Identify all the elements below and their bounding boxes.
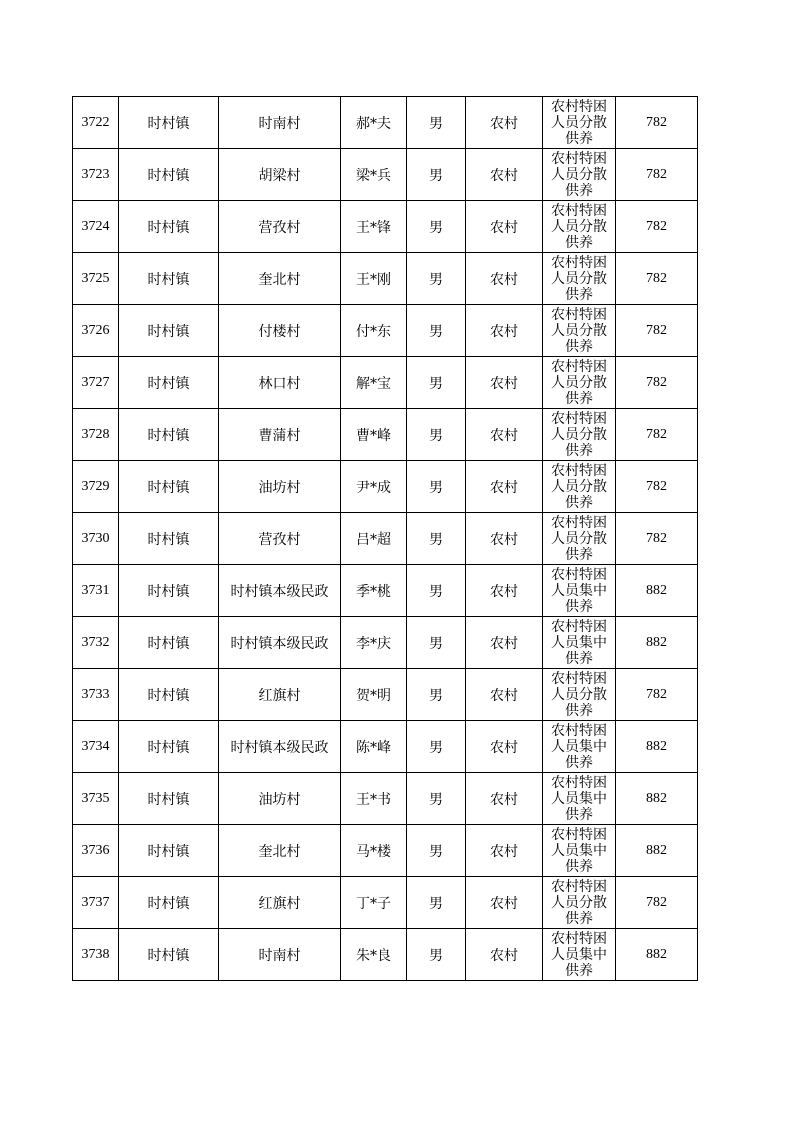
amount-cell: 882 — [616, 773, 698, 825]
person-name-cell: 丁*子 — [341, 877, 407, 929]
gender-cell: 男 — [407, 773, 466, 825]
area-type-cell: 农村 — [466, 825, 543, 877]
town-cell: 时村镇 — [119, 201, 219, 253]
support-type-text: 农村特困人员分散供养 — [551, 358, 607, 407]
serial-number-cell: 3730 — [73, 513, 119, 565]
support-type-text: 农村特困人员分散供养 — [551, 514, 607, 563]
person-name-cell: 李*庆 — [341, 617, 407, 669]
amount-cell: 782 — [616, 877, 698, 929]
table-row — [73, 305, 698, 357]
person-name-cell: 尹*成 — [341, 461, 407, 513]
amount-cell: 782 — [616, 305, 698, 357]
support-type-cell — [543, 97, 616, 149]
gender-cell: 男 — [407, 565, 466, 617]
amount-cell: 782 — [616, 201, 698, 253]
person-name-cell: 陈*峰 — [341, 721, 407, 773]
amount-cell: 882 — [616, 929, 698, 981]
gender-cell: 男 — [407, 669, 466, 721]
support-type-cell — [543, 201, 616, 253]
person-name-cell: 曹*峰 — [341, 409, 407, 461]
table-row — [73, 149, 698, 201]
gender-cell: 男 — [407, 721, 466, 773]
gender-cell: 男 — [407, 149, 466, 201]
person-name-cell: 马*楼 — [341, 825, 407, 877]
area-type-cell: 农村 — [466, 305, 543, 357]
serial-number-cell: 3737 — [73, 877, 119, 929]
serial-number-cell: 3725 — [73, 253, 119, 305]
village-cell: 曹蒲村 — [219, 409, 341, 461]
village-cell: 奎北村 — [219, 825, 341, 877]
gender-cell: 男 — [407, 305, 466, 357]
gender-cell: 男 — [407, 97, 466, 149]
person-name-cell: 朱*良 — [341, 929, 407, 981]
support-type-text: 农村特困人员分散供养 — [551, 202, 607, 251]
serial-number-cell: 3736 — [73, 825, 119, 877]
serial-number-cell: 3729 — [73, 461, 119, 513]
amount-cell: 782 — [616, 409, 698, 461]
town-cell: 时村镇 — [119, 357, 219, 409]
area-type-cell: 农村 — [466, 877, 543, 929]
person-name-cell: 王*锋 — [341, 201, 407, 253]
amount-cell: 782 — [616, 513, 698, 565]
support-type-text: 农村特困人员分散供养 — [551, 410, 607, 459]
village-cell: 油坊村 — [219, 773, 341, 825]
serial-number-cell: 3735 — [73, 773, 119, 825]
person-name-cell: 郝*夫 — [341, 97, 407, 149]
person-name-cell: 梁*兵 — [341, 149, 407, 201]
person-name-cell: 吕*超 — [341, 513, 407, 565]
support-type-cell — [543, 929, 616, 981]
serial-number-cell: 3734 — [73, 721, 119, 773]
area-type-cell: 农村 — [466, 773, 543, 825]
support-type-cell — [543, 721, 616, 773]
area-type-cell: 农村 — [466, 513, 543, 565]
town-cell: 时村镇 — [119, 565, 219, 617]
table-row — [73, 773, 698, 825]
support-type-cell — [543, 617, 616, 669]
table-row — [73, 357, 698, 409]
gender-cell: 男 — [407, 357, 466, 409]
area-type-cell: 农村 — [466, 253, 543, 305]
table-row — [73, 97, 698, 149]
town-cell: 时村镇 — [119, 669, 219, 721]
serial-number-cell: 3733 — [73, 669, 119, 721]
person-name-cell: 王*书 — [341, 773, 407, 825]
person-name-cell: 王*刚 — [341, 253, 407, 305]
amount-cell: 782 — [616, 669, 698, 721]
support-type-cell — [543, 825, 616, 877]
support-type-text: 农村特困人员集中供养 — [551, 618, 607, 667]
table-row — [73, 617, 698, 669]
support-type-cell — [543, 461, 616, 513]
area-type-cell: 农村 — [466, 409, 543, 461]
support-type-text: 农村特困人员分散供养 — [551, 254, 607, 303]
amount-cell: 782 — [616, 253, 698, 305]
village-cell: 时村镇本级民政 — [219, 721, 341, 773]
table-row — [73, 565, 698, 617]
gender-cell: 男 — [407, 201, 466, 253]
town-cell: 时村镇 — [119, 461, 219, 513]
table-row — [73, 461, 698, 513]
gender-cell: 男 — [407, 409, 466, 461]
table-row — [73, 201, 698, 253]
gender-cell: 男 — [407, 461, 466, 513]
support-type-text: 农村特困人员集中供养 — [551, 774, 607, 823]
serial-number-cell: 3738 — [73, 929, 119, 981]
serial-number-cell: 3726 — [73, 305, 119, 357]
support-type-cell — [543, 773, 616, 825]
serial-number-cell: 3727 — [73, 357, 119, 409]
support-type-text: 农村特困人员分散供养 — [551, 98, 607, 147]
area-type-cell: 农村 — [466, 357, 543, 409]
person-name-cell: 付*东 — [341, 305, 407, 357]
town-cell: 时村镇 — [119, 409, 219, 461]
town-cell: 时村镇 — [119, 253, 219, 305]
support-type-text: 农村特困人员分散供养 — [551, 462, 607, 511]
amount-cell: 782 — [616, 357, 698, 409]
support-type-cell — [543, 565, 616, 617]
area-type-cell: 农村 — [466, 461, 543, 513]
area-type-cell: 农村 — [466, 929, 543, 981]
table-body — [73, 97, 698, 981]
area-type-cell: 农村 — [466, 565, 543, 617]
gender-cell: 男 — [407, 825, 466, 877]
area-type-cell: 农村 — [466, 669, 543, 721]
support-type-cell — [543, 877, 616, 929]
serial-number-cell: 3724 — [73, 201, 119, 253]
town-cell: 时村镇 — [119, 617, 219, 669]
area-type-cell: 农村 — [466, 97, 543, 149]
town-cell: 时村镇 — [119, 825, 219, 877]
village-cell: 红旗村 — [219, 877, 341, 929]
village-cell: 时村镇本级民政 — [219, 617, 341, 669]
support-type-text: 农村特困人员集中供养 — [551, 722, 607, 771]
amount-cell: 782 — [616, 149, 698, 201]
town-cell: 时村镇 — [119, 929, 219, 981]
table-row — [73, 721, 698, 773]
table-row — [73, 513, 698, 565]
town-cell: 时村镇 — [119, 149, 219, 201]
town-cell: 时村镇 — [119, 773, 219, 825]
amount-cell: 882 — [616, 721, 698, 773]
table-row — [73, 929, 698, 981]
gender-cell: 男 — [407, 617, 466, 669]
support-type-text: 农村特困人员集中供养 — [551, 826, 607, 875]
serial-number-cell: 3723 — [73, 149, 119, 201]
area-type-cell: 农村 — [466, 721, 543, 773]
village-cell: 油坊村 — [219, 461, 341, 513]
support-type-cell — [543, 409, 616, 461]
village-cell: 林口村 — [219, 357, 341, 409]
town-cell: 时村镇 — [119, 513, 219, 565]
village-cell: 营孜村 — [219, 201, 341, 253]
table-row — [73, 877, 698, 929]
support-type-text: 农村特困人员分散供养 — [551, 670, 607, 719]
person-name-cell: 季*桃 — [341, 565, 407, 617]
village-cell: 红旗村 — [219, 669, 341, 721]
support-type-text: 农村特困人员分散供养 — [551, 878, 607, 927]
town-cell: 时村镇 — [119, 877, 219, 929]
gender-cell: 男 — [407, 929, 466, 981]
person-name-cell: 解*宝 — [341, 357, 407, 409]
village-cell: 付楼村 — [219, 305, 341, 357]
village-cell: 奎北村 — [219, 253, 341, 305]
support-type-cell — [543, 253, 616, 305]
serial-number-cell: 3732 — [73, 617, 119, 669]
area-type-cell: 农村 — [466, 201, 543, 253]
support-type-cell — [543, 669, 616, 721]
area-type-cell: 农村 — [466, 617, 543, 669]
table-row — [73, 409, 698, 461]
village-cell: 时南村 — [219, 929, 341, 981]
table-row — [73, 253, 698, 305]
town-cell: 时村镇 — [119, 97, 219, 149]
beneficiary-table — [72, 96, 698, 981]
village-cell: 营孜村 — [219, 513, 341, 565]
amount-cell: 782 — [616, 461, 698, 513]
person-name-cell: 贺*明 — [341, 669, 407, 721]
area-type-cell: 农村 — [466, 149, 543, 201]
amount-cell: 882 — [616, 825, 698, 877]
serial-number-cell: 3722 — [73, 97, 119, 149]
table-row — [73, 669, 698, 721]
support-type-text: 农村特困人员集中供养 — [551, 566, 607, 615]
support-type-cell — [543, 513, 616, 565]
support-type-cell — [543, 357, 616, 409]
village-cell: 时村镇本级民政 — [219, 565, 341, 617]
gender-cell: 男 — [407, 253, 466, 305]
support-type-text: 农村特困人员分散供养 — [551, 306, 607, 355]
support-type-cell — [543, 149, 616, 201]
table-row — [73, 825, 698, 877]
gender-cell: 男 — [407, 513, 466, 565]
support-type-text: 农村特困人员集中供养 — [551, 930, 607, 979]
town-cell: 时村镇 — [119, 721, 219, 773]
support-type-text: 农村特困人员分散供养 — [551, 150, 607, 199]
gender-cell: 男 — [407, 877, 466, 929]
serial-number-cell: 3731 — [73, 565, 119, 617]
amount-cell: 782 — [616, 97, 698, 149]
amount-cell: 882 — [616, 617, 698, 669]
support-type-cell — [543, 305, 616, 357]
village-cell: 时南村 — [219, 97, 341, 149]
town-cell: 时村镇 — [119, 305, 219, 357]
serial-number-cell: 3728 — [73, 409, 119, 461]
village-cell: 胡梁村 — [219, 149, 341, 201]
amount-cell: 882 — [616, 565, 698, 617]
